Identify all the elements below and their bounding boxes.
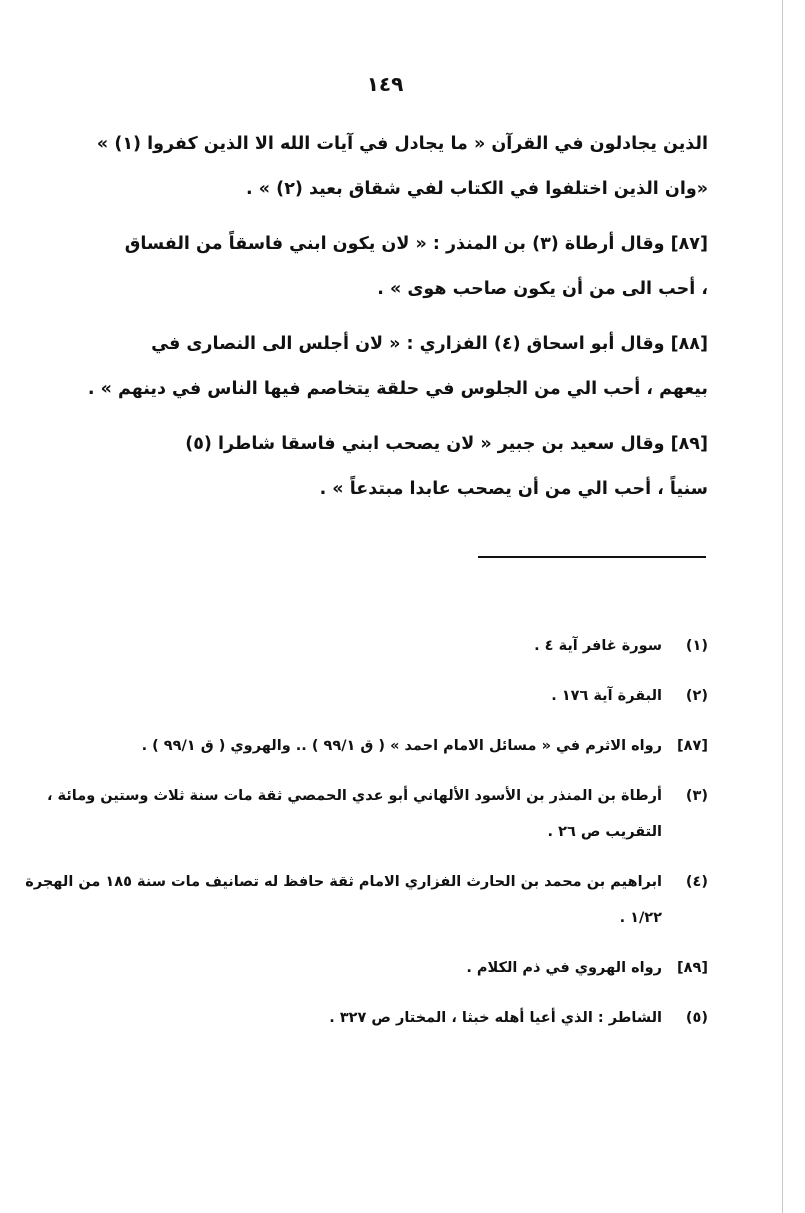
footnote-5 [40, 1000, 708, 1036]
footnote-line: سورة غافر آية ٤ . [534, 638, 662, 654]
text-line: [٨٨] وقال أبو اسحاق (٤) الفزاري : « لان أجلس الى النصارى في [151, 334, 708, 354]
footnote-text [40, 628, 662, 664]
main-text [62, 122, 708, 522]
footnote-marker: (٤) [685, 874, 708, 890]
footnote-text [40, 728, 662, 764]
text-line: ، أحب الى من أن يكون صاحب هوى » . [377, 279, 708, 299]
text-line: بيعهم ، أحب الي من الجلوس في حلقة يتخاصم فيها الناس في دينهم » . [87, 379, 708, 399]
footnote-marker: (٣) [685, 788, 708, 804]
footnote-divider [478, 556, 706, 558]
text-line: الذين يجادلون في القرآن « ما يجادل في آيات الله الا الذين كفروا (١) » [96, 134, 708, 154]
text-line: [٨٩] وقال سعيد بن جبير « لان يصحب ابني فاسقا شاطرا (٥) [185, 434, 708, 454]
footnote-marker: (١) [685, 638, 708, 654]
footnote-87 [40, 728, 708, 764]
footnote-line: البقرة آية ١٧٦ . [551, 688, 662, 704]
footnote-text [40, 1000, 662, 1036]
footnote-text [40, 950, 662, 986]
footnote-1 [40, 628, 708, 664]
footnote-line: ابراهيم بن محمد بن الحارث الفزاري الامام ثقة حافظ له تصانيف مات سنة ١٨٥ من الهجرة [25, 874, 662, 890]
footnotes [25, 628, 708, 1050]
page-number: ١٤٩ [366, 72, 404, 96]
footnote-text [40, 778, 662, 850]
footnote-89 [40, 950, 708, 986]
footnote-4 [25, 864, 708, 936]
footnote-marker: (٢) [685, 688, 708, 704]
footnote-marker: [٨٩] [677, 960, 708, 976]
footnote-line: ١/٢٢ . [619, 910, 662, 926]
text-line: «وان الذين اختلفوا في الكتاب لفي شقاق بعيد (٢) » . [246, 179, 708, 199]
text-line: [٨٧] وقال أرطاة (٣) بن المنذر : « لان يكون ابني فاسقاً من الفساق [124, 234, 708, 254]
paragraph-quran-verses [62, 122, 708, 212]
footnote-line: رواه الاثرم في « مسائل الامام احمد » ( ق ٩٩/١ ) .. والهروي ( ق ٩٩/١ ) . [141, 738, 662, 754]
text-line: سنياً ، أحب الي من أن يصحب عابدا مبتدعاً » . [319, 479, 708, 499]
footnote-2 [40, 678, 708, 714]
footnote-marker: (٥) [685, 1010, 708, 1026]
footnote-3 [40, 778, 708, 850]
footnote-text [25, 864, 662, 936]
footnote-line: رواه الهروي في ذم الكلام . [466, 960, 662, 976]
footnote-text [40, 678, 662, 714]
footnote-line: أرطاة بن المنذر بن الأسود الألهاني أبو عدي الحمصي ثقة مات سنة ثلاث وستين ومائة ، [47, 788, 662, 804]
footnote-line: الشاطر : الذي أعيا أهله خبثا ، المختار ص ٣٢٧ . [329, 1010, 662, 1026]
footnote-marker: [٨٧] [677, 738, 708, 754]
paragraph-89 [62, 422, 708, 512]
scan-edge-line [782, 0, 783, 1213]
footnote-line: التقريب ص ٢٦ . [547, 824, 662, 840]
paragraph-87 [62, 222, 708, 312]
paragraph-88 [62, 322, 708, 412]
